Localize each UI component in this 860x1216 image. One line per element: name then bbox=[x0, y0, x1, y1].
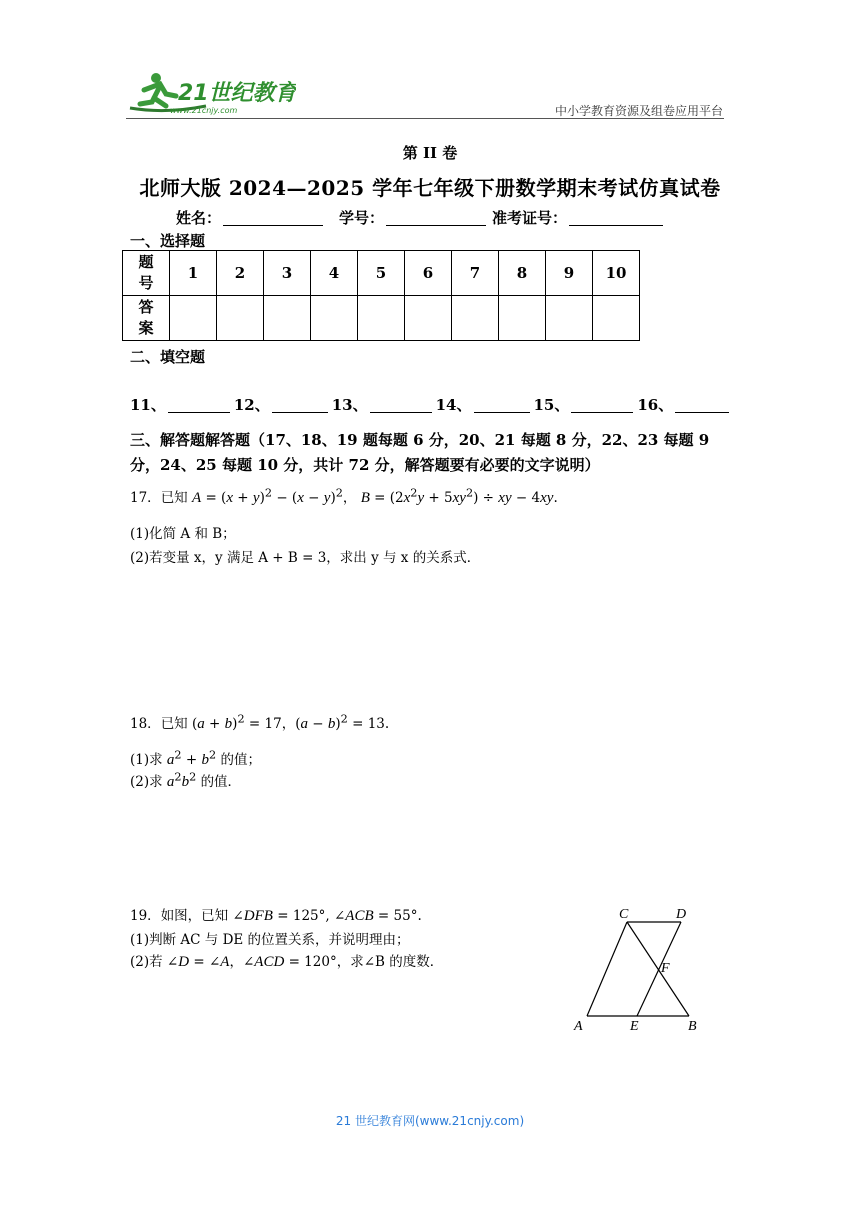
answer-cell[interactable] bbox=[217, 296, 264, 341]
answer-cell[interactable] bbox=[593, 296, 640, 341]
blank-field[interactable] bbox=[272, 398, 328, 413]
answer-cell[interactable] bbox=[170, 296, 217, 341]
blank-label: 15、 bbox=[533, 396, 570, 414]
label-e: E bbox=[630, 1019, 639, 1034]
question-number: 1 bbox=[170, 251, 217, 296]
q19-formula: ∠DFB = 125°, ∠ACB = 55°. bbox=[232, 908, 422, 924]
q18-sub2: (2)求 $a^2b^2$ 的值． bbox=[130, 770, 242, 790]
question-number: 8 bbox=[499, 251, 546, 296]
q19-sub1: (1)判断 AC 与 DE 的位置关系，并说明理由； bbox=[130, 932, 410, 948]
exam-no-label: 准考证号： bbox=[492, 209, 568, 227]
blank-label: 11、 bbox=[130, 396, 166, 414]
label-f: F bbox=[661, 961, 670, 976]
question-number: 4 bbox=[311, 251, 358, 296]
student-info-line bbox=[176, 207, 669, 228]
question-number: 3 bbox=[264, 251, 311, 296]
q18-sub1: (1)求 $a^2 + b^2$ 的值； bbox=[130, 748, 261, 768]
answer-cell[interactable] bbox=[452, 296, 499, 341]
page-title: 北师大版 2024—2025 学年七年级下册数学期末考试仿真试卷 bbox=[139, 176, 721, 200]
q17-formula: $A = (x + y)^2 - (x - y)^2$， $B = (2x^2y + 5xy^2)$ ÷ xy − 4xy. bbox=[191, 486, 558, 506]
q18-stem: 18．已知 $(a + b)^2 = 17$，$(a - b)^2 = 13$. bbox=[130, 712, 390, 732]
section1-heading: 一、选择题 bbox=[130, 232, 206, 250]
question-number: 5 bbox=[358, 251, 405, 296]
volume-label: 第 II 卷 bbox=[402, 144, 458, 162]
question-number: 7 bbox=[452, 251, 499, 296]
blank-field[interactable] bbox=[370, 398, 432, 413]
student-no-field[interactable] bbox=[386, 209, 486, 226]
header-divider bbox=[126, 118, 724, 119]
segment-cb bbox=[627, 922, 689, 1016]
question-number: 6 bbox=[405, 251, 452, 296]
section3-heading: 三、解答题解答题（17、18、19 题每题 6 分，20、21 每题 8 分，22、23 每题 9 分，24、25 每题 10 分，共计 72 分，解答题要有必要的文字说明） bbox=[130, 431, 710, 474]
q19-stem: 19．如图，已知 ∠DFB = 125°, ∠ACB = 55°. bbox=[130, 908, 422, 924]
answer-cell[interactable] bbox=[264, 296, 311, 341]
blank-field[interactable] bbox=[168, 398, 230, 413]
logo-url: www.21cnjy.com bbox=[170, 106, 238, 115]
row-label-number: 题号 bbox=[123, 251, 170, 296]
blank-field[interactable] bbox=[571, 398, 633, 413]
q17-sub2: (2)若变量 x，y 满足 A + B = 3，求出 y 与 x 的关系式． bbox=[130, 550, 481, 566]
site-logo bbox=[126, 68, 296, 118]
blank-label: 12、 bbox=[233, 396, 270, 414]
blank-label: 13、 bbox=[331, 396, 368, 414]
answer-table bbox=[122, 250, 640, 341]
q17-sub1: (1)化简 A 和 B； bbox=[130, 526, 236, 542]
answer-cell[interactable] bbox=[499, 296, 546, 341]
question-number: 2 bbox=[217, 251, 264, 296]
logo-text: 21世纪教育 bbox=[178, 81, 296, 106]
name-field[interactable] bbox=[223, 209, 323, 226]
segment-ca bbox=[587, 922, 627, 1016]
answer-cell[interactable] bbox=[546, 296, 593, 341]
answer-cell[interactable] bbox=[311, 296, 358, 341]
label-d: D bbox=[676, 907, 687, 922]
exam-no-field[interactable] bbox=[569, 209, 663, 226]
blank-label: 14、 bbox=[435, 396, 472, 414]
q18-formula: $(a + b)^2 = 17$，$(a - b)^2 = 13$. bbox=[191, 712, 390, 732]
row-label-answer: 答案 bbox=[123, 296, 170, 341]
footer-link[interactable]: 21 世纪教育网(www.21cnjy.com) bbox=[335, 1114, 525, 1128]
segment-de bbox=[637, 922, 681, 1016]
label-a: A bbox=[574, 1019, 583, 1034]
blank-label: 16、 bbox=[637, 396, 674, 414]
answer-cell[interactable] bbox=[358, 296, 405, 341]
q17-stem: 17．已知 $A = (x + y)^2 - (x - y)^2$， $B = (2x^2y + 5xy^2)$ ÷ xy − 4xy. bbox=[130, 486, 558, 506]
q19-sub2: (2)若 ∠D = ∠A，∠ACD = 120°，求∠B 的度数． bbox=[130, 954, 444, 970]
platform-label: 中小学教育资源及组卷应用平台 bbox=[554, 104, 723, 118]
label-c: C bbox=[619, 907, 629, 922]
blank-field[interactable] bbox=[675, 398, 729, 413]
geometry-figure bbox=[565, 898, 715, 1038]
fill-blank-line bbox=[130, 394, 733, 415]
name-label: 姓名： bbox=[176, 209, 222, 227]
answer-cell[interactable] bbox=[405, 296, 452, 341]
section2-heading: 二、填空题 bbox=[130, 348, 206, 366]
label-b: B bbox=[688, 1019, 697, 1034]
blank-field[interactable] bbox=[474, 398, 530, 413]
question-number: 9 bbox=[546, 251, 593, 296]
student-no-label: 学号： bbox=[339, 209, 385, 227]
question-number: 10 bbox=[593, 251, 640, 296]
